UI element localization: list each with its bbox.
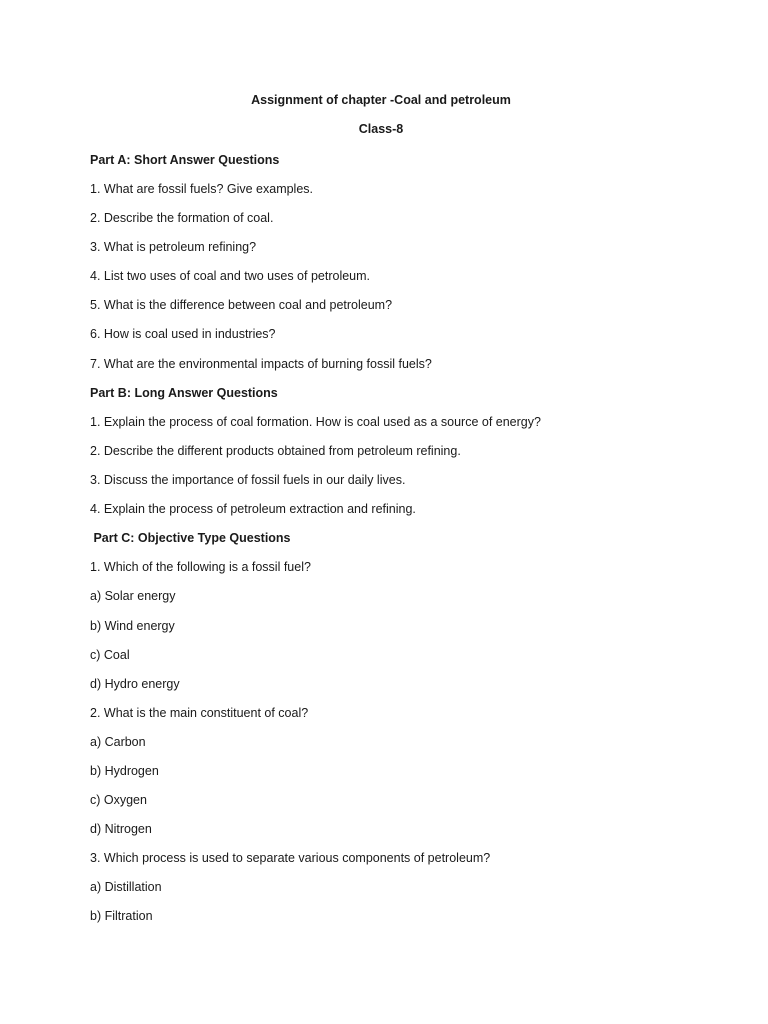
question-item: 1. Which of the following is a fossil fuel? bbox=[90, 560, 311, 574]
question-item: 5. What is the difference between coal and petroleum? bbox=[90, 298, 393, 312]
option-item: d) Nitrogen bbox=[90, 822, 152, 836]
option-item: b) Hydrogen bbox=[90, 764, 159, 778]
question-item: 2. Describe the different products obtained from petroleum refining. bbox=[90, 444, 461, 458]
option-item: a) Carbon bbox=[90, 735, 146, 749]
question-item: 4. List two uses of coal and two uses of petroleum. bbox=[90, 269, 371, 283]
question-item: 4. Explain the process of petroleum extraction and refining. bbox=[90, 502, 416, 516]
document-title: Assignment of chapter -Coal and petroleum bbox=[251, 93, 511, 107]
part-c-heading: Part C: Objective Type Questions bbox=[90, 531, 291, 545]
question-item: 2. Describe the formation of coal. bbox=[90, 211, 274, 225]
question-item: 3. What is petroleum refining? bbox=[90, 240, 257, 254]
question-item: 1. Explain the process of coal formation. How is coal used as a source of energy? bbox=[90, 415, 541, 429]
option-item: c) Oxygen bbox=[90, 793, 147, 807]
option-item: b) Filtration bbox=[90, 909, 153, 923]
option-item: a) Solar energy bbox=[90, 589, 176, 603]
question-item: 1. What are fossil fuels? Give examples. bbox=[90, 182, 314, 196]
option-item: b) Wind energy bbox=[90, 619, 175, 633]
question-item: 6. How is coal used in industries? bbox=[90, 327, 276, 341]
part-a-heading: Part A: Short Answer Questions bbox=[90, 153, 280, 167]
question-item: 2. What is the main constituent of coal? bbox=[90, 706, 309, 720]
question-item: 7. What are the environmental impacts of burning fossil fuels? bbox=[90, 357, 432, 371]
class-label: Class-8 bbox=[358, 122, 404, 136]
part-b-heading: Part B: Long Answer Questions bbox=[90, 386, 278, 400]
option-item: d) Hydro energy bbox=[90, 677, 180, 691]
question-item: 3. Discuss the importance of fossil fuels in our daily lives. bbox=[90, 473, 406, 487]
option-item: c) Coal bbox=[90, 648, 130, 662]
question-item: 3. Which process is used to separate various components of petroleum? bbox=[90, 851, 491, 865]
option-item: a) Distillation bbox=[90, 880, 162, 894]
